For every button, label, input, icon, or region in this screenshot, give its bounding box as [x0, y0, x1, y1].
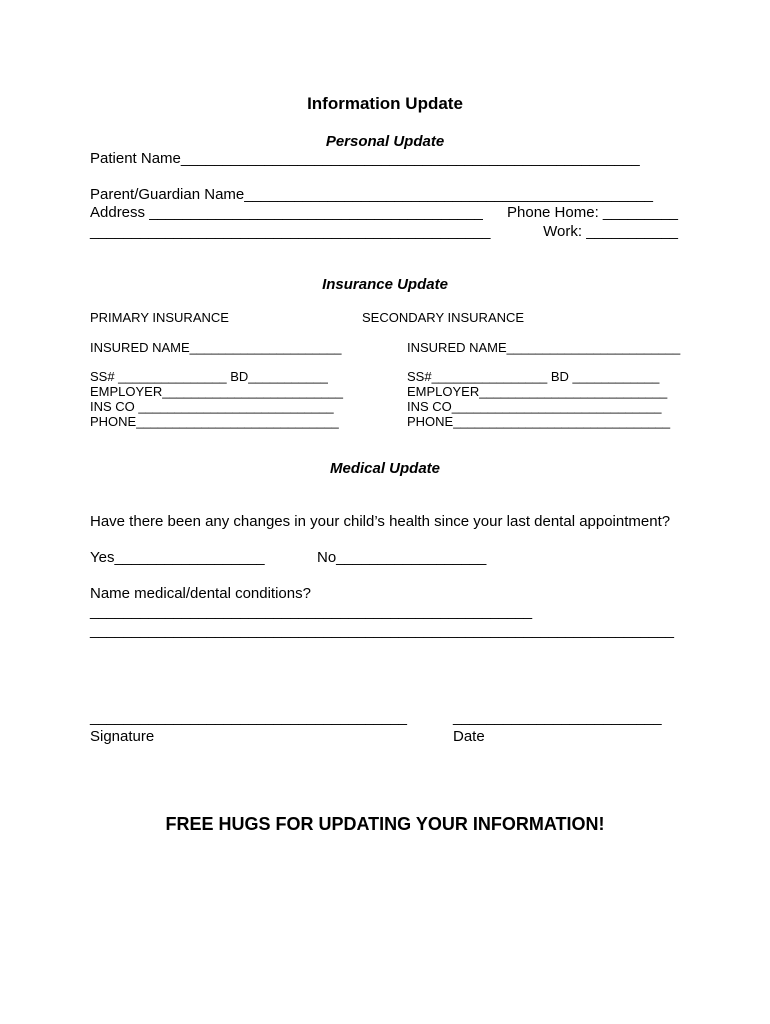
personal-update-heading: Personal Update [325, 133, 445, 150]
work-phone-field[interactable]: Work: ___________ [543, 223, 678, 240]
secondary-insurance-label: SECONDARY INSURANCE [362, 310, 525, 325]
primary-insured-name-field[interactable]: INSURED NAME_____________________ [90, 340, 342, 355]
conditions-label: Name medical/dental conditions? [90, 585, 311, 602]
secondary-ins-co-field[interactable]: INS CO_____________________________ [407, 399, 662, 414]
insurance-update-heading: Insurance Update [322, 276, 448, 293]
date-line[interactable]: _________________________ [453, 709, 662, 726]
phone-home-field[interactable]: Phone Home: _________ [507, 204, 678, 221]
date-label: Date [453, 728, 485, 745]
conditions-line-1[interactable]: _____________________________________________________ [90, 603, 533, 620]
patient-name-field[interactable]: Patient Name_______________________________________________________ [90, 150, 640, 167]
secondary-insured-name-field[interactable]: INSURED NAME________________________ [407, 340, 681, 355]
primary-employer-field[interactable]: EMPLOYER_________________________ [90, 384, 343, 399]
no-field[interactable]: No__________________ [317, 549, 487, 566]
footer-message: FREE HUGS FOR UPDATING YOUR INFORMATION! [165, 814, 605, 834]
primary-ins-co-field[interactable]: INS CO ___________________________ [90, 399, 334, 414]
guardian-name-field[interactable]: Parent/Guardian Name_________________________________________________ [90, 186, 654, 203]
address-line2-field[interactable]: ________________________________________________ [90, 223, 491, 240]
form-title: Information Update [307, 94, 463, 113]
primary-insurance-label: PRIMARY INSURANCE [90, 310, 229, 325]
yes-field[interactable]: Yes__________________ [90, 549, 265, 566]
secondary-phone-field[interactable]: PHONE______________________________ [407, 414, 671, 429]
primary-ss-bd-field[interactable]: SS# _______________ BD___________ [90, 369, 328, 384]
medical-update-heading: Medical Update [329, 460, 441, 477]
conditions-line-2[interactable]: ______________________________________________________________________ [90, 622, 674, 639]
secondary-employer-field[interactable]: EMPLOYER__________________________ [407, 384, 668, 399]
signature-label: Signature [90, 728, 155, 745]
secondary-ss-bd-field[interactable]: SS#________________ BD ____________ [407, 369, 660, 384]
health-changes-question: Have there been any changes in your child’s health since your last dental appointment? [90, 513, 671, 530]
address-field[interactable]: Address ________________________________________ [90, 204, 483, 221]
signature-line[interactable]: ______________________________________ [90, 709, 408, 726]
primary-phone-field[interactable]: PHONE____________________________ [90, 414, 339, 429]
